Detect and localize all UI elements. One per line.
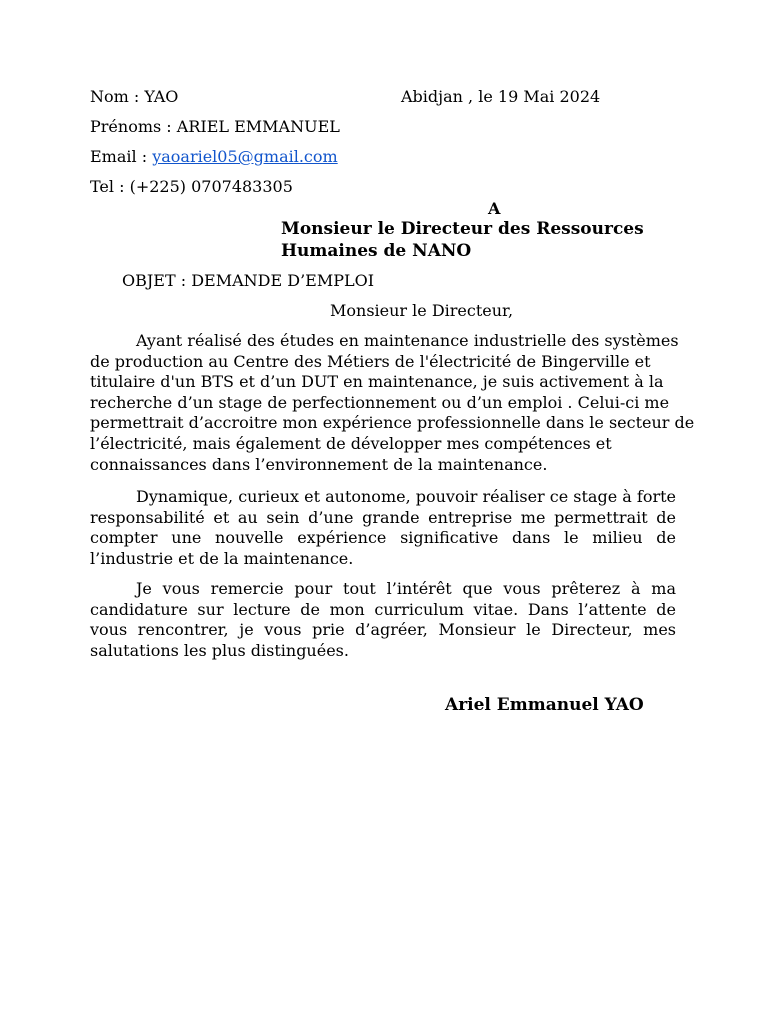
recipient-line-2: Humaines de NANO — [281, 241, 472, 261]
place-date: Abidjan , le 19 Mai 2024 — [401, 87, 601, 106]
paragraph-1 — [90, 331, 695, 475]
paragraph-1-line: permettrait d’accroitre mon expérience professionnelle dans le secteur de — [90, 413, 695, 433]
sender-phone: Tel : (+225) 0707483305 — [90, 177, 293, 196]
sender-firstnames: Prénoms : ARIEL EMMANUEL — [90, 117, 340, 136]
sender-name: Nom : YAO — [90, 87, 179, 106]
paragraph-1-line: connaissances dans l’environnement de la maintenance. — [90, 454, 548, 474]
subject: OBJET : DEMANDE D’EMPLOI — [122, 271, 375, 290]
paragraph-3: Je vous remercie pour tout l’intérêt que vous prêterez à ma candidature sur lecture de mon curriculum vitae. Dans l’attente de vous rencontrer, je vous prie d’agréer, Monsieur le Directeur, mes salutations les plus distinguées. — [90, 579, 676, 660]
email-link[interactable]: yaoariel05@gmail.com — [152, 147, 338, 166]
recipient-prefix: A — [488, 199, 501, 218]
paragraph-1-line: recherche d’un stage de perfectionnement ou d’un emploi . Celui-ci me — [90, 392, 670, 412]
paragraph-1-line: Ayant réalisé des études en maintenance industrielle des systèmes — [136, 331, 679, 350]
sender-email-line — [90, 147, 338, 167]
paragraph-1-line: titulaire d'un BTS et d’un DUT en maintenance, je suis activement à la — [90, 372, 664, 392]
signature: Ariel Emmanuel YAO — [445, 695, 644, 715]
paragraph-1-line: l’électricité, mais également de développer mes compétences et — [90, 433, 612, 453]
recipient-line-1: Monsieur le Directeur des Ressources — [281, 219, 644, 239]
salutation: Monsieur le Directeur, — [330, 301, 514, 320]
paragraph-2: Dynamique, curieux et autonome, pouvoir réaliser ce stage à forte responsabilité et au sein d’une grande entreprise me permettrait de compter une nouvelle expérience significative dans le milieu de l’industrie et de la maintenance. — [90, 487, 676, 568]
paragraph-1-line: de production au Centre des Métiers de l'électricité de Bingerville et — [90, 351, 651, 371]
email-label: Email : — [90, 147, 153, 166]
